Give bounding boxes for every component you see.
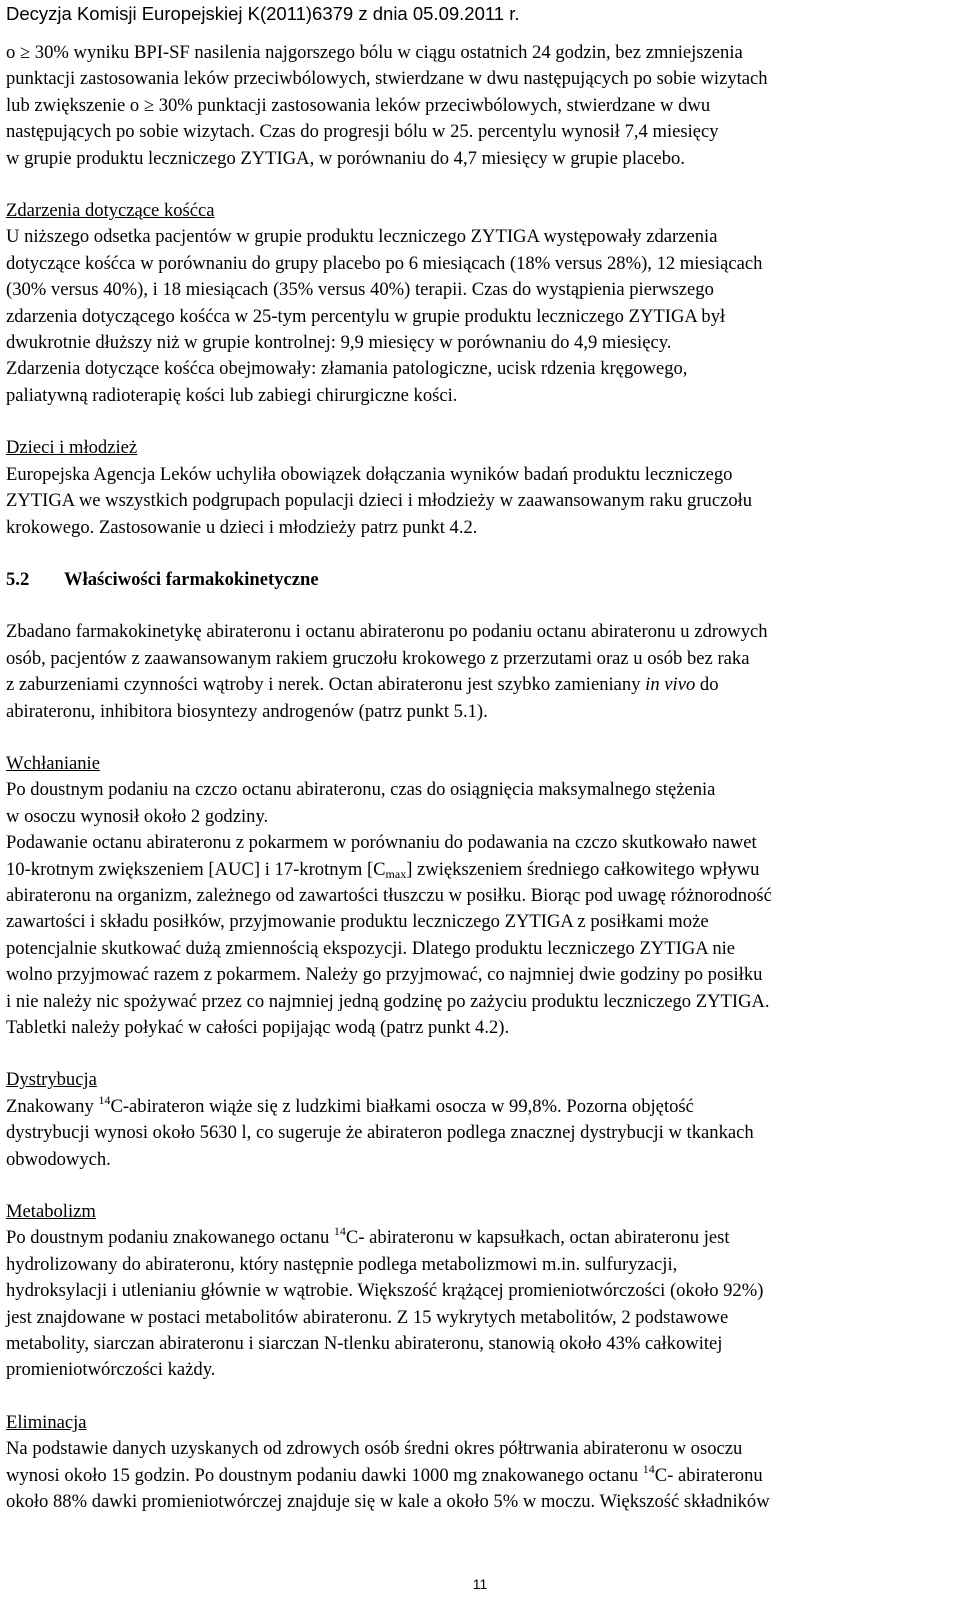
metabolism-paragraph: Po doustnym podaniu znakowanego octanu $^{14}$C- abirateronu w kapsułkach, octan abirateronu jest hydrolizowany do abirateronu, który następnie podlega metabolizmowi m.in. sulfuryzacji, hydroksylacji i utlenianiu głównie w wątrobie. Większość krążącej promieniotwórczości (około 92%) jest znajdowane w postaci metabolitów abirateronu. Z 15 wykrytych metabolitów, 2 podstawowe metabolity, siarczan abirateronu i siarczan N-tlenku abirateronu, stanowią około 43% całkowitej promieniotwórczości każdy.: [6, 1224, 764, 1381]
metabolism-heading: Metabolizm: [6, 1201, 96, 1223]
section-number: 5.2: [6, 568, 30, 590]
elimination-heading: Eliminacja: [6, 1411, 87, 1433]
absorption-heading: Wchłanianie: [6, 752, 100, 774]
page-number: 11: [472, 1576, 488, 1592]
page-header: Decyzja Komisji Europejskiej K(2011)6379 z dnia 05.09.2011 r.: [6, 3, 520, 24]
distribution-heading: Dystrybucja: [6, 1069, 97, 1091]
pk-intro-paragraph: Zbadano farmakokinetykę abirateronu i octanu abirateronu po podaniu octanu abirateronu u zdrowych osób, pacjentów z zaawansowanym rakiem gruczołu krokowego z przerzutami oraz u osób bez raka z zaburzeniami czynności wątroby i nerek. Octan abirateronu jest szybko zamieniany in vivo do abirateronu, inhibitora biosyntezy androgenów (patrz punkt 5.1).: [6, 621, 768, 722]
bone-events-heading: Zdarzenia dotyczące kośćca: [6, 200, 215, 222]
elimination-paragraph: Na podstawie danych uzyskanych od zdrowych osób średni okres półtrwania abirateronu w osoczu wynosi około 15 godzin. Po doustnym podaniu dawki 1000 mg znakowanego octanu $^{14}$C- abirateronu około 88% dawki promieniotwórczej znajduje się w kale a około 5% w moczu. Większość składników: [6, 1438, 770, 1513]
absorption-paragraph: Po doustnym podaniu na czczo octanu abirateronu, czas do osiągnięcia maksymalnego stężenia w osoczu wynosił około 2 godziny. Podawanie octanu abirateronu z pokarmem w porównaniu do podawania na czczo skutkowało nawet 10-krotnym zwiększeniem [AUC] i 17-krotnym $[C_{max}]$ zwiększeniem średniego całkowitego wpływu abirateronu na organizm, zależnego od zawartości tłuszczu w posiłku. Biorąc pod uwagę różnorodność zawartości i składu posiłków, przyjmowanie produktu leczniczego ZYTIGA z posiłkami może potencjalnie skutkować dużą zmiennością ekspozycji. Dlatego produktu leczniczego ZYTIGA nie wolno przyjmować razem z pokarmem. Należy go przyjmować, co najmniej dwie godziny po posiłku i nie należy nic spożywać przez co najmniej jedną godzinę po zażyciu produktu leczniczego ZYTIGA. Tabletki należy połykać w całości popijając wodą (patrz punkt 4.2).: [6, 779, 772, 1038]
pediatric-heading: Dzieci i młodzież: [6, 437, 138, 459]
pediatric-paragraph: Europejska Agencja Leków uchyliła obowiązek dołączania wyników badań produktu leczniczego ZYTIGA we wszystkich podgrupach populacji dzieci i młodzieży w zaawansowanym raku gruczołu krokowego. Zastosowanie u dzieci i młodzieży patrz punkt 4.2.: [6, 463, 753, 538]
distribution-paragraph: Znakowany $^{14}$C-abirateron wiąże się z ludzkimi białkami osocza w 99,8%. Pozorna objętość dystrybucji wynosi około 5630 l, co sugeruje że abirateron podlega znacznej dystrybucji w tkankach obwodowych.: [6, 1092, 754, 1170]
section-heading: Właściwości farmakokinetyczne: [64, 568, 319, 590]
section-title: [6, 567, 952, 593]
bone-events-paragraph: U niższego odsetka pacjentów w grupie produktu leczniczego ZYTIGA występowały zdarzenia dotyczące kośćca w porównaniu do grupy placebo po 6 miesiącach (18% versus 28%), 12 miesiącach (30% versus 40%), i 18 miesiącach (35% versus 40%) terapii. Czas do wystąpienia pierwszego zdarzenia dotyczącego kośćca w 25-tym percentylu w grupie produktu leczniczego ZYTIGA był dwukrotnie dłuższy niż w grupie kontrolnej: 9,9 miesięcy w porównaniu do 4,9 miesięcy. Zdarzenia dotyczące kośćca obejmowały: złamania patologiczne, ucisk rdzenia kręgowego, paliatywną radioterapię kości lub zabiegi chirurgiczne kości.: [6, 226, 763, 406]
pain-progression-paragraph: o ≥ 30% wyniku BPI-SF nasilenia najgorszego bólu w ciągu ostatnich 24 godzin, bez zmniejszenia punktacji zastosowania leków przeciwbólowych, stwierdzane w dwu następujących po sobie wizytach lub zwiększenie o ≥ 30% punktacji zastosowania leków przeciwbólowych, stwierdzane w dwu następujących po sobie wizytach. Czas do progresji bólu w 25. percentylu wynosił 7,4 miesięcy w grupie produktu leczniczego ZYTIGA, w porównaniu do 4,7 miesięcy w grupie placebo.: [6, 42, 768, 169]
document-body: [6, 40, 952, 1516]
